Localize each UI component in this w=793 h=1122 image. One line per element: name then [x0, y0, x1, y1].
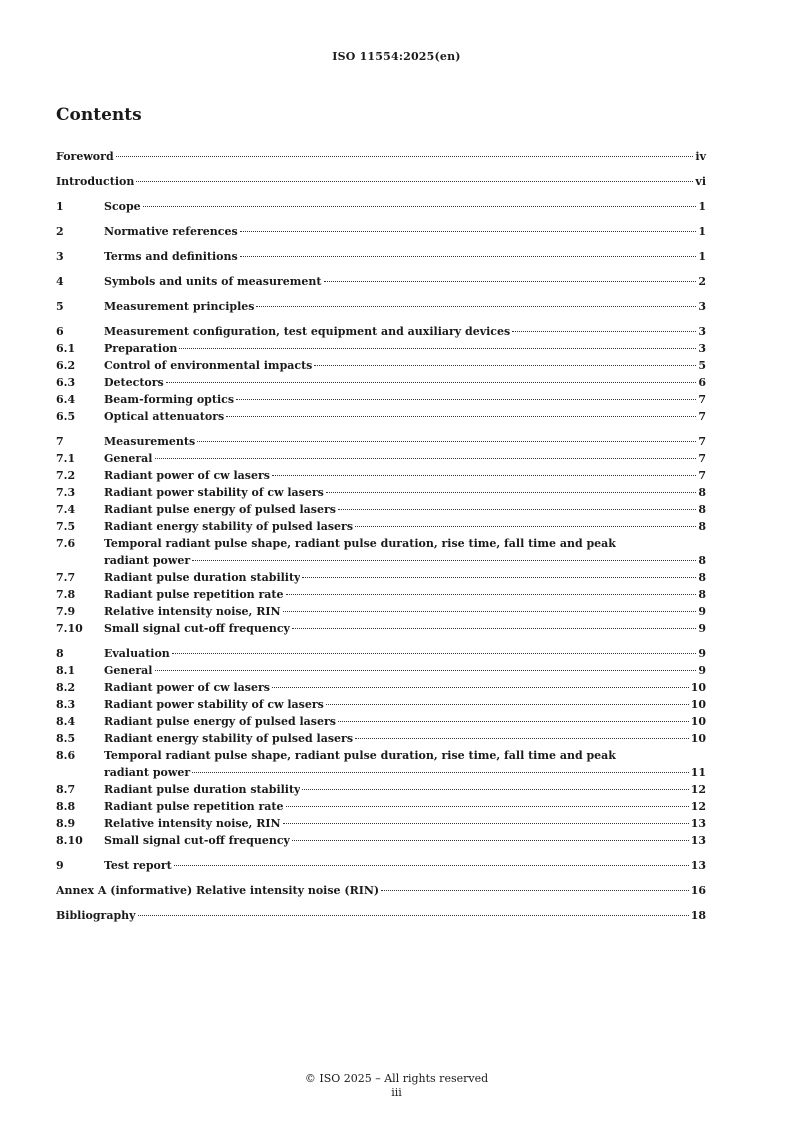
toc-entry-page: 8	[698, 520, 706, 533]
dot-leader	[136, 181, 693, 182]
toc-entry[interactable]	[56, 798, 706, 815]
toc-entry-page: 12	[690, 800, 706, 813]
toc-entry[interactable]	[56, 535, 706, 569]
toc-entry[interactable]	[56, 248, 706, 265]
toc-entry-title: Radiant pulse duration stability	[104, 571, 301, 584]
toc-entry-number: 8.2	[56, 681, 76, 694]
toc-entry-page: 7	[698, 452, 706, 465]
toc-entry[interactable]	[56, 198, 706, 215]
toc-entry-title: General	[104, 452, 153, 465]
toc-entry-title: Scope	[104, 200, 141, 213]
dot-leader	[283, 823, 689, 824]
page-number: iii	[391, 1086, 402, 1099]
toc-entry-page: 18	[690, 909, 706, 922]
dot-leader	[192, 772, 689, 773]
toc-entry[interactable]	[56, 298, 706, 315]
toc-entry[interactable]	[56, 662, 706, 679]
toc-entry-title: Detectors	[104, 376, 164, 389]
toc-entry-title: Radiant power of cw lasers	[104, 469, 270, 482]
dot-leader	[302, 577, 696, 578]
toc-entry[interactable]	[56, 857, 706, 874]
dot-leader	[197, 441, 696, 442]
toc-entry[interactable]	[56, 501, 706, 518]
toc-entry-number: 7.10	[56, 622, 83, 635]
toc-entry[interactable]	[56, 620, 706, 637]
toc-entry-number: 7.5	[56, 520, 76, 533]
toc-entry-title: Optical attenuators	[104, 410, 225, 423]
toc-entry-title: Radiant pulse repetition rate	[104, 588, 284, 601]
toc-entry-number: 1	[56, 200, 64, 213]
toc-entry-title: Temporal radiant pulse shape, radiant pulse duration, rise time, fall time and peak	[104, 537, 616, 550]
toc-entry-page: 10	[690, 681, 706, 694]
dot-leader	[256, 306, 696, 307]
toc-entry-title: Radiant energy stability of pulsed lasers	[104, 520, 354, 533]
toc-entry-page: 9	[698, 622, 706, 635]
contents-title: Contents	[56, 105, 142, 125]
toc-entry-page: 1	[698, 200, 706, 213]
toc-entry[interactable]	[56, 467, 706, 484]
toc-entry-page: 9	[698, 664, 706, 677]
table-of-contents	[56, 148, 706, 924]
toc-entry-number: 5	[56, 300, 64, 313]
toc-entry-title: Measurement configuration, test equipment and auxiliary devices	[104, 325, 511, 338]
toc-entry[interactable]	[56, 907, 706, 924]
toc-entry-number: 8.8	[56, 800, 76, 813]
dot-leader	[272, 475, 696, 476]
dot-leader	[226, 416, 696, 417]
toc-entry[interactable]	[56, 713, 706, 730]
toc-entry-number: 8.5	[56, 732, 76, 745]
dot-leader	[512, 331, 696, 332]
toc-entry[interactable]	[56, 679, 706, 696]
dot-leader	[172, 653, 697, 654]
toc-entry-title: Evaluation	[104, 647, 170, 660]
toc-entry-number: 8.9	[56, 817, 76, 830]
toc-entry-title: Beam-forming optics	[104, 393, 235, 406]
toc-entry-number: 8.7	[56, 783, 76, 796]
toc-entry[interactable]	[56, 357, 706, 374]
toc-entry-page: 13	[690, 834, 706, 847]
dot-leader	[155, 670, 697, 671]
toc-entry-page: 11	[690, 766, 706, 779]
toc-entry-number: 7.3	[56, 486, 76, 499]
dot-leader	[292, 628, 696, 629]
toc-entry[interactable]	[56, 450, 706, 467]
toc-entry-page: 7	[698, 435, 706, 448]
dot-leader	[236, 399, 696, 400]
toc-entry-page: 3	[698, 342, 706, 355]
toc-entry[interactable]	[56, 223, 706, 240]
toc-entry-title: Radiant pulse repetition rate	[104, 800, 284, 813]
toc-entry[interactable]	[56, 781, 706, 798]
toc-entry[interactable]	[56, 569, 706, 586]
toc-entry-number: 7.6	[56, 537, 76, 550]
dot-leader	[240, 256, 697, 257]
toc-entry-title: Test report	[104, 859, 172, 872]
toc-entry-number: 8.6	[56, 749, 76, 762]
toc-entry[interactable]	[56, 730, 706, 747]
toc-entry-page: iv	[695, 150, 706, 163]
toc-entry-page: 13	[690, 859, 706, 872]
dot-leader	[355, 526, 696, 527]
toc-entry-number: 7.7	[56, 571, 76, 584]
toc-entry-title: Introduction	[56, 175, 135, 188]
dot-leader	[326, 492, 696, 493]
toc-entry-number: 2	[56, 225, 64, 238]
dot-leader	[302, 789, 688, 790]
toc-entry[interactable]	[56, 518, 706, 535]
toc-entry-title: Measurement principles	[104, 300, 255, 313]
toc-entry-title: Annex A (informative) Relative intensity noise (RIN)	[56, 884, 380, 897]
toc-entry[interactable]	[56, 696, 706, 713]
toc-entry-number: 7.8	[56, 588, 76, 601]
toc-entry[interactable]	[56, 815, 706, 832]
toc-entry-title: Bibliography	[56, 909, 136, 922]
toc-entry-number: 6.2	[56, 359, 76, 372]
toc-entry-page: 9	[698, 605, 706, 618]
toc-entry-title: Symbols and units of measurement	[104, 275, 322, 288]
toc-entry-page: 1	[698, 250, 706, 263]
toc-entry-title: Radiant power stability of cw lasers	[104, 698, 324, 711]
toc-entry-page: 7	[698, 410, 706, 423]
toc-entry-title: Measurements	[104, 435, 196, 448]
toc-entry-number: 6.3	[56, 376, 76, 389]
dot-leader	[286, 806, 689, 807]
toc-entry-title: General	[104, 664, 153, 677]
toc-entry-number: 8.1	[56, 664, 76, 677]
toc-entry-title: Radiant pulse energy of pulsed lasers	[104, 503, 336, 516]
toc-entry-page: 6	[698, 376, 706, 389]
dot-leader	[179, 348, 696, 349]
toc-entry-title: Foreword	[56, 150, 114, 163]
dot-leader	[192, 560, 696, 561]
toc-entry-page: 13	[690, 817, 706, 830]
toc-entry-title: Radiant power stability of cw lasers	[104, 486, 324, 499]
toc-entry-number: 6	[56, 325, 64, 338]
toc-entry-number: 3	[56, 250, 64, 263]
toc-entry-title: Radiant pulse duration stability	[104, 783, 301, 796]
toc-entry-page: 8	[698, 571, 706, 584]
toc-entry-number: 7.1	[56, 452, 76, 465]
toc-entry-page: 1	[698, 225, 706, 238]
dot-leader	[272, 687, 689, 688]
dot-leader	[355, 738, 689, 739]
toc-entry[interactable]	[56, 173, 706, 190]
toc-entry-page: 10	[690, 715, 706, 728]
dot-leader	[338, 509, 696, 510]
toc-entry-title: Radiant power of cw lasers	[104, 681, 270, 694]
toc-entry-title: Small signal cut-off frequency	[104, 834, 290, 847]
toc-entry-title: Radiant energy stability of pulsed lasers	[104, 732, 354, 745]
toc-entry[interactable]	[56, 323, 706, 340]
dot-leader	[174, 865, 689, 866]
dot-leader	[324, 281, 697, 282]
toc-entry[interactable]	[56, 433, 706, 450]
toc-entry-number: 4	[56, 275, 64, 288]
dot-leader	[155, 458, 697, 459]
toc-entry-page: 10	[690, 698, 706, 711]
toc-entry-page: 3	[698, 325, 706, 338]
toc-entry-title: Temporal radiant pulse shape, radiant pulse duration, rise time, fall time and peak	[104, 749, 616, 762]
dot-leader	[116, 156, 694, 157]
dot-leader	[283, 611, 697, 612]
toc-entry-title: Small signal cut-off frequency	[104, 622, 290, 635]
toc-entry-page: 2	[698, 275, 706, 288]
document-id-header: ISO 11554:2025(en)	[332, 50, 461, 63]
toc-entry[interactable]	[56, 484, 706, 501]
toc-entry[interactable]	[56, 391, 706, 408]
toc-entry-page: 7	[698, 393, 706, 406]
toc-entry-title: Relative intensity noise, RIN	[104, 605, 281, 618]
toc-entry-title: Preparation	[104, 342, 178, 355]
toc-entry-number: 6.5	[56, 410, 76, 423]
toc-entry-page: 12	[690, 783, 706, 796]
toc-entry-title: Normative references	[104, 225, 238, 238]
toc-entry-number: 8.4	[56, 715, 76, 728]
page-footer	[0, 1072, 793, 1100]
toc-entry[interactable]	[56, 603, 706, 620]
toc-entry[interactable]	[56, 408, 706, 425]
toc-entry-number: 7	[56, 435, 64, 448]
dot-leader	[314, 365, 696, 366]
toc-entry[interactable]	[56, 747, 706, 781]
toc-entry-title: Relative intensity noise, RIN	[104, 817, 281, 830]
toc-entry-number: 7.4	[56, 503, 76, 516]
dot-leader	[326, 704, 689, 705]
dot-leader	[381, 890, 689, 891]
toc-entry-number: 6.4	[56, 393, 76, 406]
toc-entry[interactable]	[56, 340, 706, 357]
toc-entry[interactable]	[56, 882, 706, 899]
toc-entry-page: 10	[690, 732, 706, 745]
toc-entry-number: 8.10	[56, 834, 83, 847]
dot-leader	[166, 382, 697, 383]
toc-entry-title: Terms and definitions	[104, 250, 238, 263]
toc-entry[interactable]	[56, 374, 706, 391]
toc-entry-number: 7.9	[56, 605, 76, 618]
toc-entry[interactable]	[56, 645, 706, 662]
toc-entry-number: 7.2	[56, 469, 76, 482]
toc-entry-page: 16	[690, 884, 706, 897]
toc-entry-number: 9	[56, 859, 64, 872]
toc-entry-title-continued: radiant power	[104, 554, 191, 567]
toc-entry[interactable]	[56, 832, 706, 849]
toc-entry-page: vi	[695, 175, 706, 188]
toc-entry-page: 8	[698, 486, 706, 499]
toc-entry-title-continued: radiant power	[104, 766, 191, 779]
toc-entry[interactable]	[56, 586, 706, 603]
toc-entry-page: 8	[698, 588, 706, 601]
toc-entry-page: 8	[698, 554, 706, 567]
toc-entry-number: 6.1	[56, 342, 76, 355]
toc-entry-page: 7	[698, 469, 706, 482]
toc-entry[interactable]	[56, 273, 706, 290]
toc-entry-page: 3	[698, 300, 706, 313]
toc-entry-number: 8.3	[56, 698, 76, 711]
dot-leader	[286, 594, 697, 595]
toc-entry-page: 5	[698, 359, 706, 372]
dot-leader	[338, 721, 689, 722]
dot-leader	[240, 231, 697, 232]
toc-entry-page: 9	[698, 647, 706, 660]
dot-leader	[143, 206, 697, 207]
toc-entry-title: Radiant pulse energy of pulsed lasers	[104, 715, 336, 728]
dot-leader	[138, 915, 689, 916]
toc-entry-number: 8	[56, 647, 64, 660]
dot-leader	[292, 840, 689, 841]
toc-entry-title: Control of environmental impacts	[104, 359, 313, 372]
copyright-notice: © ISO 2025 – All rights reserved	[304, 1072, 489, 1085]
toc-entry-page: 8	[698, 503, 706, 516]
toc-entry[interactable]	[56, 148, 706, 165]
